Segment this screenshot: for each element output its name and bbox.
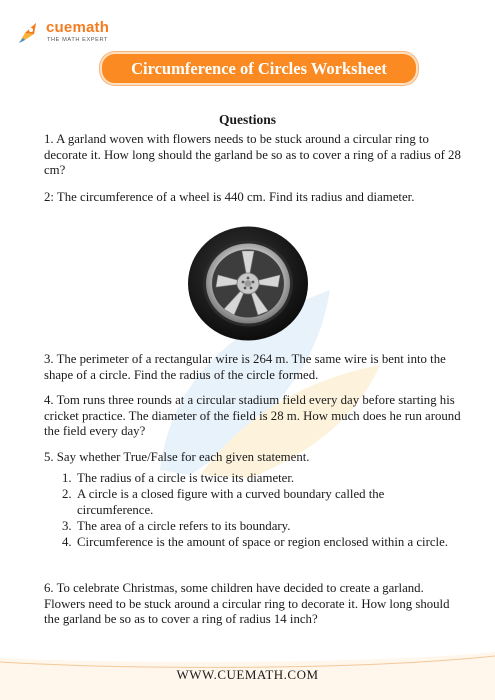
question-4: 4. Tom runs three rounds at a circular stadium field every day before starting his cricket practice. The diameter of the field is 28 m. How much does he run around the field every day? [44,393,461,438]
list-item [62,535,462,551]
question-6: 6. To celebrate Christmas, some children have decided to create a garland. Flowers need to be stuck around a circular ring to decorate it. How long should the garland be so as to cover a ring of radius 14 inch? [44,581,450,626]
list-item [62,487,462,518]
questions-heading: Questions [218,112,276,127]
statement-number: 2. [62,487,72,501]
list-item [62,519,462,535]
cuemath-logo [16,18,126,48]
question-1: 1. A garland woven with flowers needs to be stuck around a circular ring to decorate it. How long should the garland be so as to cover a ring of a radius of 28 cm? [44,132,461,177]
statement-number: 3. [62,518,72,533]
statement-text: The radius of a circle is twice its diameter. [77,471,295,485]
statement-text: Circumference is the amount of space or region enclosed within a circle. [77,534,448,549]
question-3: 3. The perimeter of a rectangular wire is 264 m. The same wire is bent into the shape of a circle. Find the radius of the circle formed. [44,352,446,382]
statement-text: The area of a circle refers to its boundary. [77,518,291,533]
rocket-logo-icon [16,20,42,46]
statement-text: A circle is a closed figure with a curved boundary called the circumference. [77,487,385,517]
question-2: 2: The circumference of a wheel is 440 cm. Find its radius and diameter. [44,190,415,204]
footer-url[interactable]: WWW.CUEMATH.COM [176,667,319,682]
true-false-statements [62,471,462,551]
logo-tagline: THE MATH EXPERT [47,37,109,43]
worksheet-title: Circumference of Circles Worksheet [100,52,418,85]
question-5: 5. Say whether True/False for each given statement. [44,450,310,464]
wheel-illustration [186,225,310,342]
list-item [62,471,462,487]
statement-number: 4. [62,534,72,549]
logo-wordmark: cuemath [46,19,110,36]
statement-number: 1. [62,471,72,485]
